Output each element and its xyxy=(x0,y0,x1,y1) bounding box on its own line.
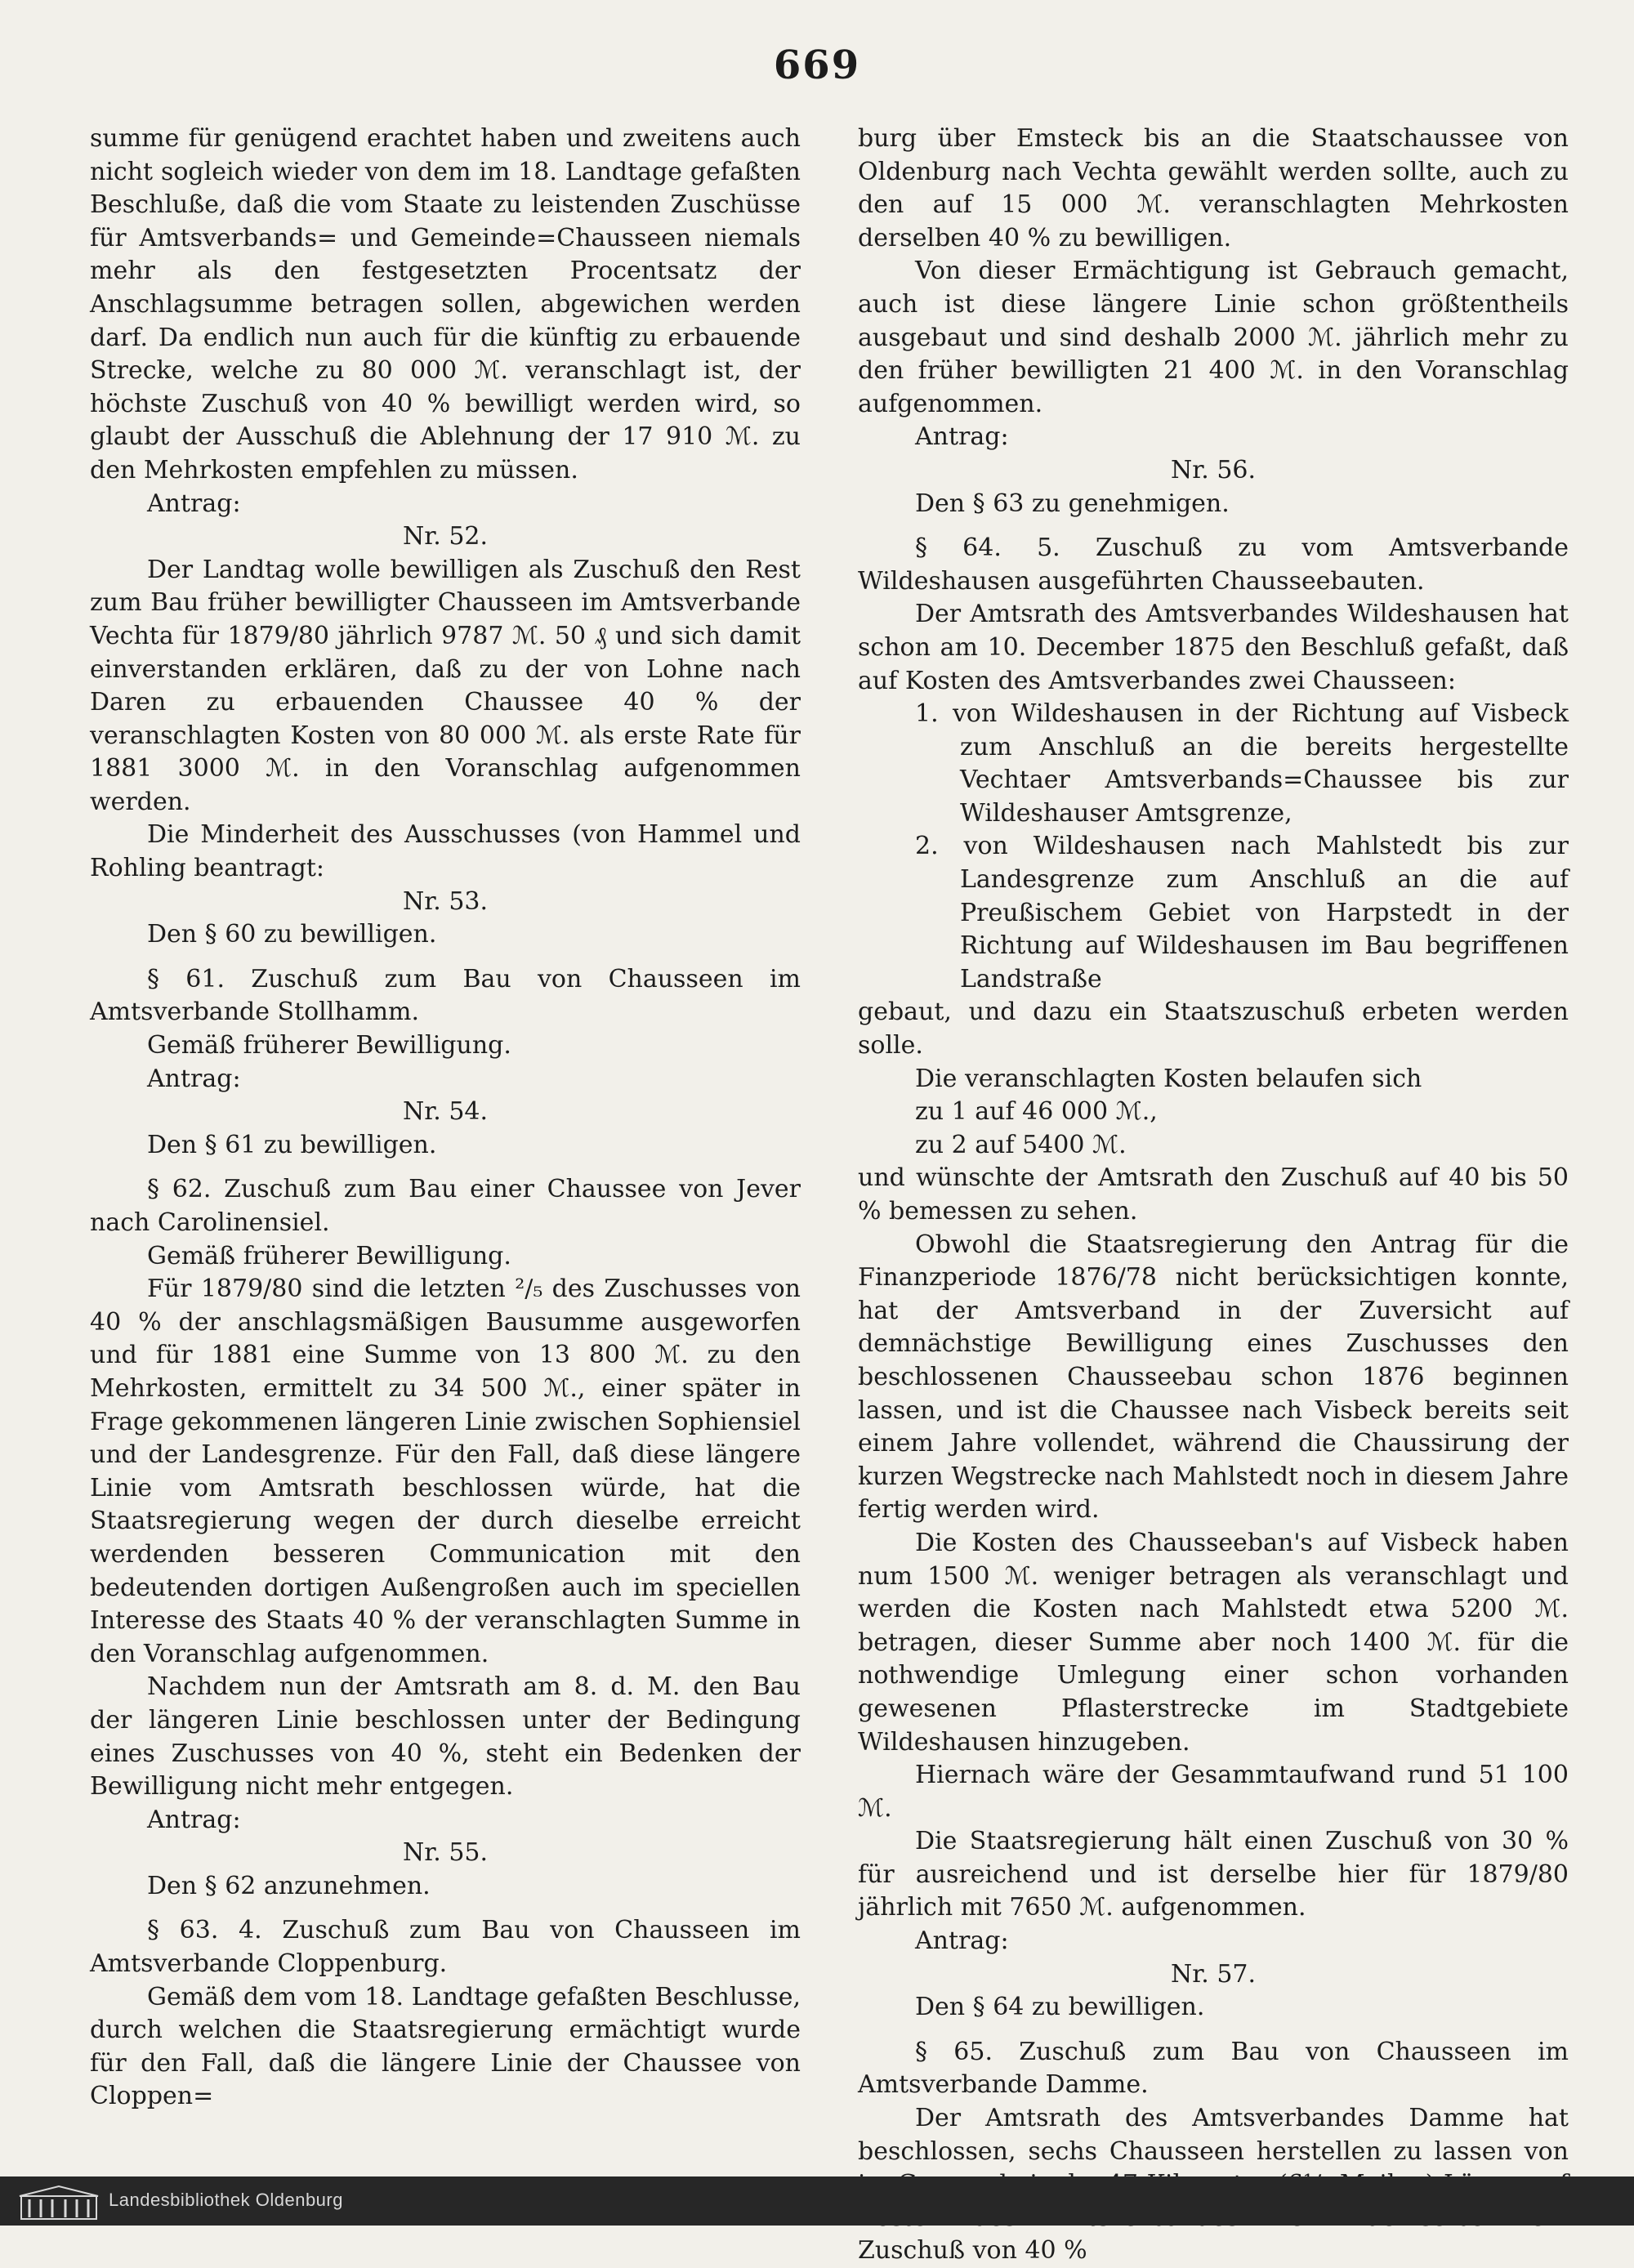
right-column xyxy=(858,123,1569,2268)
paragraph: Gemäß früherer Bewilligung. xyxy=(147,1031,511,1060)
paragraph: Die Staatsregierung hält einen Zuschuß von 30 % für ausreichend und ist derselbe hier für 1879/80 jährlich mit 7650 ℳ. aufgenommen. xyxy=(858,1827,1569,1922)
section-heading: § 65. Zuschuß zum Bau von Chausseen im Amtsverbande Damme. xyxy=(858,2037,1569,2100)
paragraph: burg über Emsteck bis an die Staatschaussee von Oldenburg nach Vechta gewählt werden sollte, auch zu den auf 15 000 ℳ. veranschlagten Mehrkosten derselben 40 % zu bewilligen. xyxy=(858,124,1569,252)
section-heading: § 63. 4. Zuschuß zum Bau von Chausseen im Amtsverbande Cloppenburg. xyxy=(90,1916,801,1979)
motion-number: Nr. 54. xyxy=(402,1097,489,1127)
motion-label: Antrag: xyxy=(915,1926,1009,1956)
paragraph: Der Landtag wolle bewilligen als Zuschuß den Rest zum Bau früher bewilligter Chausseen im Amtsverbande Vechta für 1879/80 jährlich 9787 ℳ. 50 ₰ und sich damit einverstanden erklären, daß zu der von Lohne nach Daren zu erbauenden Chaussee 40 % der veranschlagten Kosten von 80 000 ℳ. als erste Rate für 1881 3000 ℳ. in den Voranschlag aufgenommen werden. xyxy=(90,555,801,816)
footer-text: Landesbibliothek Oldenburg xyxy=(109,2190,343,2210)
motion-text: Den § 61 zu bewilligen. xyxy=(147,1130,437,1159)
paragraph: Die Minderheit des Ausschusses (von Hammel und Rohling beantragt: xyxy=(90,820,801,883)
motion-text: Den § 62 anzunehmen. xyxy=(147,1871,431,1900)
list-item: 2. von Wildeshausen nach Mahlstedt bis zur Landesgrenze zum Anschluß an die auf Preußischem Gebiet von Harpstedt in der Richtung auf Wildeshausen im Bau begriffenen Landstraße xyxy=(915,832,1569,993)
left-column xyxy=(90,123,801,2114)
motion-text: Den § 64 zu bewilligen. xyxy=(915,1993,1205,2022)
paragraph: Hiernach wäre der Gesammtaufwand rund 51 100 ℳ. xyxy=(858,1761,1569,1823)
section-heading: § 62. Zuschuß zum Bau einer Chaussee von Jever nach Carolinensiel. xyxy=(90,1175,801,1237)
paragraph: Für 1879/80 sind die letzten ²/₅ des Zuschusses von 40 % der anschlagsmäßigen Bausumme ausgeworfen und für 1881 eine Summe von 13 800 ℳ. zu den Mehrkosten, ermittelt zu 34 500 ℳ., einer später in Frage gekommenen längeren Linie zwischen Sophiensiel und der Landesgrenze. Für den Fall, daß diese längere Linie vom Amtsrath beschlossen würde, hat die Staatsregierung wegen der durch dieselbe erreicht werdenden besseren Communication mit den bedeutenden dortigen Außengroßen auch im speciellen Interesse des Staats 40 % der veranschlagten Summe in den Voranschlag aufgenommen. xyxy=(90,1275,801,1668)
paragraph: Gemäß dem vom 18. Landtage gefaßten Beschlusse, durch welchen die Staatsregierung ermächtigt wurde für den Fall, daß die längere Linie der Chaussee von Cloppen= xyxy=(90,1982,801,2111)
paragraph: Gemäß früherer Bewilligung. xyxy=(147,1241,511,1270)
page-number: 669 xyxy=(773,42,861,88)
section-heading: § 64. 5. Zuschuß zu vom Amtsverbande Wildeshausen ausgeführten Chausseebauten. xyxy=(858,534,1569,596)
motion-number: Nr. 55. xyxy=(402,1838,489,1868)
motion-label: Antrag: xyxy=(147,489,241,518)
motion-number: Nr. 52. xyxy=(402,522,489,551)
paragraph: Die veranschlagten Kosten belaufen sich xyxy=(915,1064,1422,1093)
paragraph: Die Kosten des Chausseeban's auf Visbeck haben num 1500 ℳ. weniger betragen als veranschlagt und werden die Kosten nach Mahlstedt etwa 5200 ℳ. betragen, dieser Summe aber noch 1400 ℳ. für die nothwendige Umlegung einer schon vorhanden gewesenen Pflasterstrecke im Stadtgebiete Wildeshausen hinzugeben. xyxy=(858,1528,1569,1757)
motion-label: Antrag: xyxy=(147,1064,241,1093)
section-heading: § 61. Zuschuß zum Bau von Chausseen im Amtsverbande Stollhamm. xyxy=(90,964,801,1027)
paragraph: Der Amtsrath des Amtsverbandes Damme hat beschlossen, sechs Chausseen herstellen zu lassen von Zuschuß von 40 % xyxy=(858,2104,1569,2266)
list-item: 1. von Wildeshausen in der Richtung auf Visbeck zum Anschluß an die bereits hergestellte Vechtaer Amtsverbands=Chaussee bis zur Wildeshauser Amtsgrenze, xyxy=(915,699,1569,828)
paragraph: Obwohl die Staatsregierung den Antrag für die Finanzperiode 1876/78 nicht berücksichtigen konnte, hat der Amtsverband in der Zuversicht auf demnächstige Bewilligung eines Zuschusses den beschlossenen Chausseebau schon 1876 beginnen lassen, und ist die Chaussee nach Visbeck bereits seit einem Jahre vollendet, während die Chaussirung der kurzen Wegstrecke nach Mahlstedt noch in diesem Jahre fertig werden wird. xyxy=(858,1230,1569,1525)
motion-text: Den § 63 zu genehmigen. xyxy=(915,489,1230,518)
paragraph: Nachdem nun der Amtsrath am 8. d. M. den Bau der längeren Linie beschlossen unter der Bedingung eines Zuschusses von 40 %, steht ein Bedenken der Bewilligung nicht mehr entgegen. xyxy=(90,1672,801,1801)
motion-label: Antrag: xyxy=(915,422,1009,452)
paragraph: Von dieser Ermächtigung ist Gebrauch gemacht, auch ist diese längere Linie schon größtentheils ausgebaut und sind deshalb 2000 ℳ. jährlich mehr zu den früher bewilligten 21 400 ℳ. in den Voranschlag aufgenommen. xyxy=(858,257,1569,418)
motion-number: Nr. 57. xyxy=(1170,1959,1257,1989)
library-building-icon xyxy=(18,2185,100,2221)
motion-text: Den § 60 zu bewilligen. xyxy=(147,920,437,949)
motion-number: Nr. 56. xyxy=(1170,455,1257,484)
paragraph: gebaut, und dazu ein Staatszuschuß erbeten werden solle. xyxy=(858,998,1569,1060)
paragraph: und wünschte der Amtsrath den Zuschuß auf 40 bis 50 % bemessen zu sehen. xyxy=(858,1163,1569,1226)
motion-number: Nr. 53. xyxy=(402,886,489,916)
cost-line: zu 2 auf 5400 ℳ. xyxy=(915,1130,1127,1159)
cost-line: zu 1 auf 46 000 ℳ., xyxy=(915,1097,1158,1127)
motion-label: Antrag: xyxy=(147,1805,241,1834)
paragraph: Der Amtsrath des Amtsverbandes Wildeshausen hat schon am 10. December 1875 den Beschluß gefaßt, daß auf Kosten des Amtsverbandes zwei Chausseen: xyxy=(858,600,1569,695)
paragraph: summe für genügend erachtet haben und zweitens auch nicht sogleich wieder von dem im 18. Landtage gefaßten Beschluße, daß die vom Staate zu leistenden Zuschüsse für Amtsverbands= und Gemeinde=Chausseen niemals mehr als den festgesetzten Procentsatz der Anschlagsumme betragen sollen, abgewichen werden darf. Da endlich nun auch für die künftig zu erbauende Strecke, welche zu 80 000 ℳ. veranschlagt ist, der höchste Zuschuß von 40 % bewilligt werden wird, so glaubt der Ausschuß die Ablehnung der 17 910 ℳ. zu den Mehrkosten empfehlen zu müssen. xyxy=(90,124,801,484)
footer-bar xyxy=(0,2176,1634,2226)
